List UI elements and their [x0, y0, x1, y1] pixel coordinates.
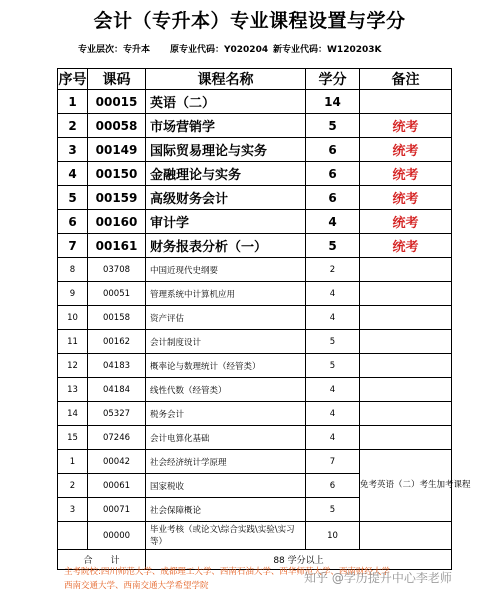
table-row	[58, 90, 452, 114]
old-major-code: 原专业代码：Y020204	[170, 45, 269, 55]
course-credit: 4	[306, 282, 360, 306]
table-row	[58, 306, 452, 330]
course-note: 统考	[360, 162, 452, 186]
watermark: 知乎 @学历提升中心李老师	[304, 571, 452, 585]
course-credit: 6	[306, 162, 360, 186]
course-no: 2	[58, 474, 88, 498]
page-title: 会计（专升本）专业课程设置与学分	[93, 10, 406, 32]
table-row	[58, 522, 452, 550]
table-row	[58, 282, 452, 306]
course-no: 6	[58, 210, 88, 234]
course-code: 00158	[88, 306, 146, 330]
course-note	[360, 522, 452, 550]
course-note	[360, 402, 452, 426]
course-name: 市场营销学	[146, 114, 306, 138]
course-note: 统考	[360, 186, 452, 210]
table-header-row	[58, 69, 452, 90]
course-code: 00051	[88, 282, 146, 306]
course-no: 5	[58, 186, 88, 210]
total-value: 88 学分以上	[146, 550, 452, 570]
course-credit: 6	[306, 474, 360, 498]
course-name: 高级财务会计	[146, 186, 306, 210]
total-label: 合 计	[58, 550, 146, 570]
course-name: 审计学	[146, 210, 306, 234]
table-row	[58, 354, 452, 378]
course-name: 财务报表分析（一）	[146, 234, 306, 258]
course-no: 15	[58, 426, 88, 450]
course-note: 统考	[360, 114, 452, 138]
table-row	[58, 258, 452, 282]
course-code: 04183	[88, 354, 146, 378]
course-no: 10	[58, 306, 88, 330]
exempt-note: 免考英语（二）考生加考课程	[360, 450, 452, 522]
course-table	[57, 68, 471, 570]
course-credit: 2	[306, 258, 360, 282]
course-no: 11	[58, 330, 88, 354]
table-row	[58, 234, 452, 258]
course-credit: 4	[306, 378, 360, 402]
course-code: 00150	[88, 162, 146, 186]
course-name: 社会经济统计学原理	[146, 450, 306, 474]
course-code: 00015	[88, 90, 146, 114]
course-credit: 6	[306, 186, 360, 210]
table-row	[58, 450, 452, 474]
course-name: 会计电算化基础	[146, 426, 306, 450]
course-note	[360, 90, 452, 114]
course-credit: 5	[306, 234, 360, 258]
course-code: 00071	[88, 498, 146, 522]
course-no: 14	[58, 402, 88, 426]
course-no: 7	[58, 234, 88, 258]
course-name: 英语（二）	[146, 90, 306, 114]
course-name: 金融理论与实务	[146, 162, 306, 186]
table-row	[58, 162, 452, 186]
course-no: 1	[58, 450, 88, 474]
course-note: 统考	[360, 138, 452, 162]
course-code: 00159	[88, 186, 146, 210]
course-name: 税务会计	[146, 402, 306, 426]
course-credit: 14	[306, 90, 360, 114]
course-code: 03708	[88, 258, 146, 282]
course-no: 8	[58, 258, 88, 282]
course-name: 资产评估	[146, 306, 306, 330]
course-code: 00162	[88, 330, 146, 354]
course-no: 1	[58, 90, 88, 114]
table-row	[58, 114, 452, 138]
course-credit: 4	[306, 210, 360, 234]
course-code: 04184	[88, 378, 146, 402]
course-name: 概率论与数理统计（经管类）	[146, 354, 306, 378]
course-code: 05327	[88, 402, 146, 426]
table-row	[58, 138, 452, 162]
table-row	[58, 210, 452, 234]
course-note	[360, 330, 452, 354]
header-note: 备注	[360, 69, 452, 90]
course-name: 社会保障概论	[146, 498, 306, 522]
course-code: 00161	[88, 234, 146, 258]
course-note	[360, 354, 452, 378]
table-row	[58, 426, 452, 450]
table-row	[58, 402, 452, 426]
course-code: 00061	[88, 474, 146, 498]
course-no	[58, 522, 88, 550]
header-name: 课程名称	[146, 69, 306, 90]
course-credit: 5	[306, 330, 360, 354]
course-note	[360, 258, 452, 282]
course-credit: 5	[306, 354, 360, 378]
course-note	[360, 426, 452, 450]
course-no: 9	[58, 282, 88, 306]
header-credit: 学分	[306, 69, 360, 90]
course-name: 中国近现代史纲要	[146, 258, 306, 282]
course-credit: 4	[306, 426, 360, 450]
course-no: 13	[58, 378, 88, 402]
course-note	[360, 282, 452, 306]
course-note: 统考	[360, 234, 452, 258]
course-credit: 6	[306, 138, 360, 162]
course-code: 00149	[88, 138, 146, 162]
course-note	[360, 378, 452, 402]
course-credit: 5	[306, 114, 360, 138]
course-code: 00042	[88, 450, 146, 474]
header-code: 课码	[88, 69, 146, 90]
course-name: 线性代数（经管类）	[146, 378, 306, 402]
course-name: 会计制度设计	[146, 330, 306, 354]
table-row	[58, 330, 452, 354]
course-no: 12	[58, 354, 88, 378]
course-credit: 7	[306, 450, 360, 474]
course-code: 07246	[88, 426, 146, 450]
course-note	[360, 306, 452, 330]
course-no: 3	[58, 138, 88, 162]
course-name: 管理系统中计算机应用	[146, 282, 306, 306]
course-no: 4	[58, 162, 88, 186]
course-name: 毕业考核（或论文\综合实践\实验\实习等）	[146, 522, 306, 550]
exam-institutions-line-2: 西南交通大学、西南交通大学希望学院	[64, 581, 209, 591]
course-no: 2	[58, 114, 88, 138]
table-row	[58, 378, 452, 402]
course-name: 国际贸易理论与实务	[146, 138, 306, 162]
course-code: 00058	[88, 114, 146, 138]
major-level: 专业层次：专升本	[78, 45, 151, 55]
course-credit: 10	[306, 522, 360, 550]
header-no: 序号	[58, 69, 88, 90]
exam-institutions-line-1: 主考院校:四川师范大学、成都理工大学、西南石油大学、西华师范大学、西南财经大学	[64, 567, 390, 577]
course-no: 3	[58, 498, 88, 522]
course-code: 00000	[88, 522, 146, 550]
course-credit: 5	[306, 498, 360, 522]
course-credit: 4	[306, 306, 360, 330]
course-credit: 4	[306, 402, 360, 426]
course-name: 国家税收	[146, 474, 306, 498]
course-note: 统考	[360, 210, 452, 234]
table-row	[58, 186, 452, 210]
new-major-code: 新专业代码：W120203K	[273, 45, 382, 55]
course-code: 00160	[88, 210, 146, 234]
